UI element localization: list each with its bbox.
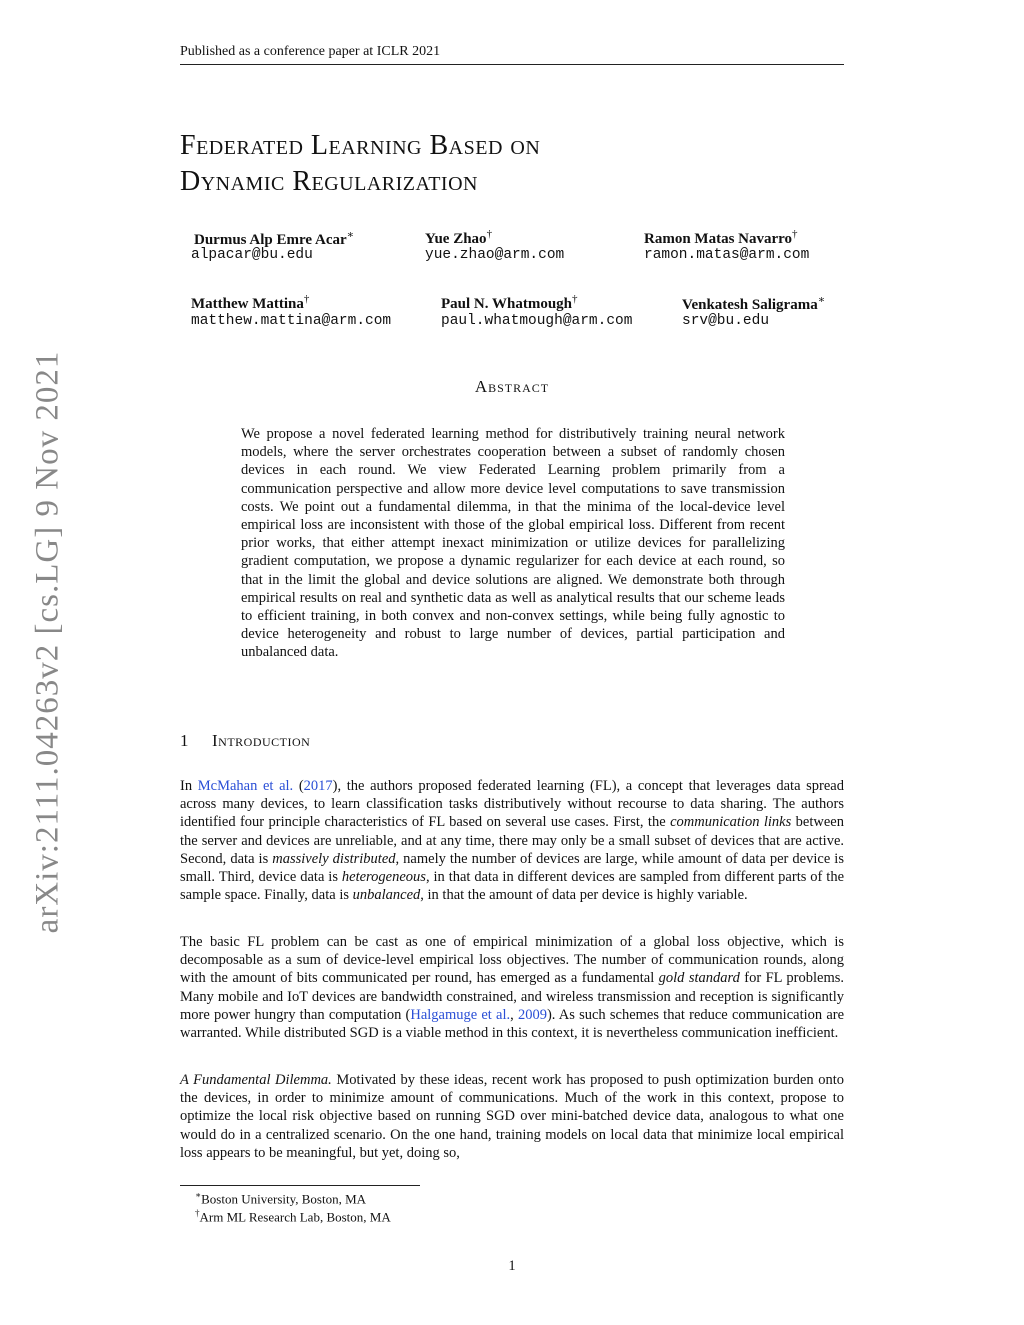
header-rule (180, 64, 844, 65)
title-line-2: Dynamic Regularization (180, 166, 478, 197)
paragraph-1: In McMahan et al. (2017), the authors proposed federated learning (FL), a concept that leverages data spread across many devices, to learn classification tasks distributively without recourse to data sharing. The authors identified four principle characteristics of FL based on several use cases. First, the communication links between the server and devices are unreliable, and at any time, there may only be a small subset of devices that are active. Second, data is massively distributed, namely the number of devices are large, while amount of data per device is small. Third, device data is heterogeneous, in that data in different devices are sampled from different parts of the sample space. Finally, data is unbalanced, in that the amount of data per device is highly variable. (180, 778, 845, 904)
citation-link[interactable]: Halgamuge et al. (410, 1006, 511, 1023)
author-name: Venkatesh Saligrama∗ (682, 294, 826, 313)
abstract-text: We propose a novel federated learning method for distributively training neural network models, where the server orchestrates cooperation between a subset of randomly chosen devices in each round. We view Federated Learning problem primarily from a communication perspective and allow more device level computations to save transmission costs. We point out a fundamental dilemma, in that the minima of the local-device level empirical loss are inconsistent with those of the global empirical loss. Different from recent prior works, that either attempt inexact minimization or utilize devices for parallelizing gradient computation, we propose a dynamic regularizer for each device at each round, so that in the limit the global and device solutions are aligned. We demonstrate both through empirical results on real and synthetic data as well as analytical results that our scheme leads to efficient training, in both convex and non-convex settings, while being fully agnostic to device heterogeneity and robust to large number of devices, partial participation and unbalanced data. (241, 426, 785, 661)
citation-link[interactable]: McMahan et al. (197, 778, 294, 794)
footnote-rule (180, 1185, 420, 1186)
citation-year-link[interactable]: 2009 (517, 1006, 547, 1023)
author-email[interactable]: matthew.mattina@arm.com (191, 313, 392, 329)
section-number: 1 (180, 731, 189, 750)
author-name: Matthew Mattina† (191, 293, 310, 312)
author-email[interactable]: alpacar@bu.edu (191, 247, 313, 263)
author-name: Yue Zhao† (425, 228, 493, 247)
author-email[interactable]: yue.zhao@arm.com (425, 247, 565, 263)
arxiv-stamp[interactable]: arXiv:2111.04263v2 [cs.LG] 9 Nov 2021 (29, 350, 66, 934)
footnote: †Arm ML Research Lab, Boston, MA (195, 1208, 391, 1225)
section-title: Introduction (212, 731, 311, 750)
author-block (441, 293, 578, 313)
author-block (194, 228, 354, 249)
author-email[interactable]: paul.whatmough@arm.com (441, 313, 633, 329)
title-line-1: Federated Learning Based on (180, 130, 541, 161)
section-heading (180, 731, 310, 751)
paragraph-3: A Fundamental Dilemma. Motivated by these ideas, recent work has proposed to push optimization burden onto the devices, in order to minimize amount of communications. Much of the work in this context, propose to optimize the local risk objective based on running SGD over mini-batched device data, analogous to what one would do in a centralized scenario. On the one hand, training models on local data that minimize local empirical loss appears to be meaningful, but yet, doing so, (180, 1072, 844, 1161)
author-name: Paul N. Whatmough† (441, 293, 578, 312)
author-email[interactable]: ramon.matas@arm.com (644, 247, 810, 263)
paragraph-2: The basic FL problem can be cast as one of empirical minimization of a global loss objective, which is decomposable as a sum of device-level empirical loss objectives. The number of communication rounds, along with the amount of bits communicated per round, has emerged as a fundamental gold standard for FL problems. Many mobile and IoT devices are bandwidth constrained, and wireless transmission and reception is significantly more power hungry than computation (Halgamuge et al., 2009). As such schemes that reduce communication are warranted. While distributed SGD is a viable method in this context, it is nevertheless communication inefficient. (180, 934, 845, 1042)
author-name: Durmus Alp Emre Acar∗ (194, 229, 355, 248)
page-number: 1 (508, 1258, 516, 1274)
author-email[interactable]: srv@bu.edu (682, 313, 770, 329)
footnote: ∗Boston University, Boston, MA (195, 1190, 367, 1207)
author-block (425, 228, 492, 248)
abstract-heading: Abstract (474, 377, 550, 396)
running-header: Published as a conference paper at ICLR 2021 (180, 44, 441, 59)
paper-title (180, 128, 540, 200)
author-block (644, 228, 798, 248)
citation-year-link[interactable]: 2017 (303, 778, 333, 794)
author-name: Ramon Matas Navarro† (644, 228, 798, 247)
author-block (682, 293, 825, 314)
author-block (191, 293, 309, 313)
